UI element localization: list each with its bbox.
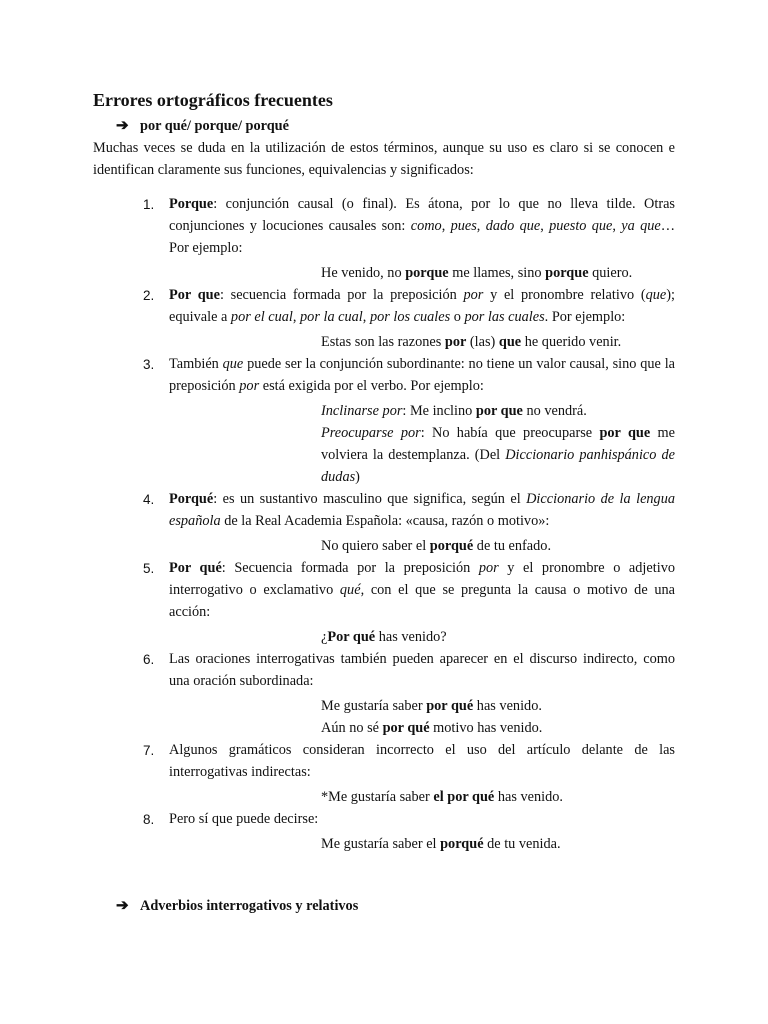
list-item xyxy=(93,193,675,284)
list-number: 7. xyxy=(143,743,155,758)
term: Porqué xyxy=(169,491,214,507)
section-heading-adverbios xyxy=(116,895,675,917)
list-item xyxy=(93,488,675,557)
list-item-text: También que puede ser la conjunción subordinante: no tiene un valor causal, sino que la preposición por está exigida por el verbo. Por ejemplo: xyxy=(169,356,676,394)
list-item xyxy=(93,739,675,808)
list-number: 3. xyxy=(143,357,155,372)
example-sentence: Inclinarse por: Me inclino por que no vendrá. xyxy=(321,403,587,419)
list-item-text: Porque: conjunción causal (o final). Es átona, por lo que no lleva tilde. Otras conjunciones y locuciones causales son: como, pues, dado que, puesto que, ya que… Por ejemplo: xyxy=(169,196,676,256)
rules-list xyxy=(93,193,675,855)
example-sentence: No quiero saber el porqué de tu enfado. xyxy=(321,538,552,554)
list-number: 6. xyxy=(143,652,155,667)
example-sentence: *Me gustaría saber el por qué has venido. xyxy=(321,789,563,805)
example-sentence: ¿Por qué has venido? xyxy=(321,629,447,645)
list-item-text: Por que: secuencia formada por la preposición por y el pronombre relativo (que); equivale a por el cual, por la cual, por los cuales o por las cuales. Por ejemplo: xyxy=(169,287,675,325)
list-number: 5. xyxy=(143,561,155,576)
example-sentence: Aún no sé por qué motivo has venido. xyxy=(321,720,543,736)
document-page xyxy=(93,88,675,917)
term: Por qué xyxy=(169,560,222,576)
section-heading-label: por qué/ porque/ porqué xyxy=(140,118,289,134)
section-heading-porque xyxy=(116,115,675,137)
list-number: 8. xyxy=(143,812,155,827)
list-number: 1. xyxy=(143,197,155,212)
list-item-text: Por qué: Secuencia formada por la preposición por y el pronombre o adjetivo interrogativo o exclamativo qué, con el que se pregunta la causa o motivo de una acción: xyxy=(169,560,675,620)
list-number: 4. xyxy=(143,492,155,507)
example-sentence: Me gustaría saber por qué has venido. xyxy=(321,698,542,714)
list-item xyxy=(93,557,675,648)
list-item xyxy=(93,284,675,353)
list-item-text: Porqué: es un sustantivo masculino que significa, según el Diccionario de la lengua española de la Real Academia Española: «causa, razón o motivo»: xyxy=(169,491,676,529)
list-item-text: Algunos gramáticos consideran incorrecto el uso del artículo delante de las interrogativas indirectas: xyxy=(169,742,675,780)
arrow-right-icon: ➔ xyxy=(116,118,129,134)
list-item xyxy=(93,353,675,488)
term: Por que xyxy=(169,287,220,303)
example-sentence: Preocuparse por: No había que preocuparse por que me volviera la destemplanza. (Del Diccionario panhispánico de dudas) xyxy=(321,425,676,485)
example-sentence: Me gustaría saber el porqué de tu venida. xyxy=(321,836,561,852)
list-number: 2. xyxy=(143,288,155,303)
term: Porque xyxy=(169,196,214,212)
section-heading-label: Adverbios interrogativos y relativos xyxy=(140,898,359,914)
example-sentence: He venido, no porque me llames, sino porque quiero. xyxy=(321,265,633,281)
page-title: Errores ortográficos frecuentes xyxy=(93,90,333,110)
intro-paragraph: Muchas veces se duda en la utilización de estos términos, aunque su uso es claro si se conocen e identifican claramente sus funciones, equivalencias y significados: xyxy=(93,140,675,178)
arrow-right-icon: ➔ xyxy=(116,898,129,914)
list-item-text: Pero sí que puede decirse: xyxy=(169,811,319,827)
list-item-text: Las oraciones interrogativas también pueden aparecer en el discurso indirecto, como una oración subordinada: xyxy=(169,651,675,689)
list-item xyxy=(93,808,675,855)
list-item xyxy=(93,648,675,739)
example-sentence: Estas son las razones por (las) que he querido venir. xyxy=(321,334,622,350)
